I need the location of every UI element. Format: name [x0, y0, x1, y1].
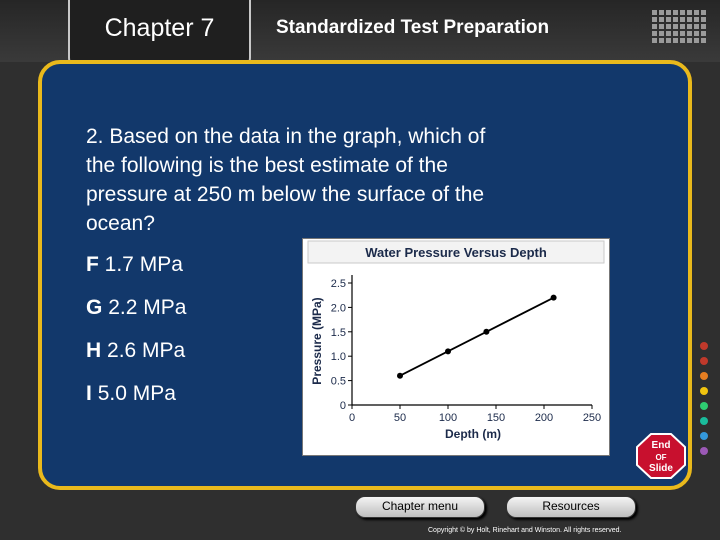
x-tick-label: 200	[534, 412, 554, 424]
x-tick-label: 100	[438, 412, 458, 424]
chapter-label: Chapter 7	[104, 14, 215, 42]
answer-text: 1.7 MPa	[104, 253, 183, 276]
decorative-dot	[701, 10, 706, 15]
y-tick-label: 1.0	[330, 351, 346, 364]
x-tick-label: 250	[582, 412, 602, 424]
decorative-dot	[652, 10, 657, 15]
decorative-dot	[659, 10, 664, 15]
decorative-dot	[680, 10, 685, 15]
answer-letter: I	[86, 382, 92, 405]
y-tick-label: 1.5	[330, 326, 346, 339]
data-point	[397, 373, 403, 379]
decorative-dot	[652, 38, 657, 43]
answer-option	[86, 382, 186, 425]
end-of-slide-icon	[636, 433, 686, 479]
decorative-dot	[701, 24, 706, 29]
decorative-dot	[673, 24, 678, 29]
nav-dot[interactable]	[700, 342, 708, 350]
answer-letter: G	[86, 296, 103, 319]
answer-text: 5.0 MPa	[97, 382, 176, 405]
answer-option	[86, 339, 186, 382]
question-body: Based on the data in the graph, which of the following is the best estimate of the pressure at 250 m below the surface of the ocean?	[86, 125, 486, 235]
nav-dot[interactable]	[700, 402, 708, 410]
y-tick-label: 0.5	[330, 375, 346, 388]
question-text	[86, 122, 506, 238]
decorative-dot	[680, 17, 685, 22]
y-tick-label: 0	[339, 400, 346, 412]
answer-text: 2.6 MPa	[107, 339, 186, 362]
data-point	[445, 348, 451, 354]
question-number: 2.	[86, 125, 104, 148]
x-tick-label: 150	[486, 412, 506, 424]
chart-svg	[303, 239, 609, 455]
decorative-dot	[652, 24, 657, 29]
answer-list	[86, 253, 186, 425]
x-tick-label: 0	[348, 412, 356, 424]
pressure-graph	[302, 238, 610, 456]
svg-text:OF: OF	[655, 453, 667, 462]
svg-text:Slide: Slide	[649, 463, 673, 474]
svg-text:End: End	[651, 440, 671, 451]
nav-dot[interactable]	[700, 387, 708, 395]
x-tick-label: 50	[393, 412, 407, 424]
decorative-dot	[680, 24, 685, 29]
answer-text: 2.2 MPa	[108, 296, 187, 319]
copyright-notice: Copyright © by Holt, Rinehart and Winston. All rights reserved.	[428, 527, 622, 534]
decorative-dot	[666, 31, 671, 36]
chapter-menu-button[interactable]: Chapter menu	[355, 496, 485, 518]
decorative-dots	[624, 10, 710, 50]
answer-option	[86, 296, 186, 339]
nav-dot[interactable]	[700, 372, 708, 380]
end-of-slide-button[interactable]	[636, 433, 686, 479]
decorative-dot	[673, 10, 678, 15]
decorative-dot	[687, 10, 692, 15]
nav-dot[interactable]	[700, 357, 708, 365]
decorative-dot	[659, 17, 664, 22]
decorative-dot	[652, 31, 657, 36]
decorative-dot	[694, 24, 699, 29]
data-point	[551, 295, 557, 301]
decorative-dot	[687, 31, 692, 36]
y-axis-label: Pressure (MPa)	[310, 297, 324, 385]
decorative-dot	[687, 17, 692, 22]
decorative-dot	[673, 17, 678, 22]
y-tick-label: 2.5	[330, 278, 346, 290]
nav-dots	[700, 342, 712, 462]
decorative-dot	[652, 17, 657, 22]
decorative-dot	[680, 38, 685, 43]
decorative-dot	[666, 10, 671, 15]
decorative-dot	[687, 24, 692, 29]
decorative-dot	[659, 38, 664, 43]
decorative-dot	[666, 17, 671, 22]
answer-letter: F	[86, 253, 99, 276]
decorative-dot	[694, 17, 699, 22]
decorative-dot	[701, 31, 706, 36]
y-tick-label: 2.0	[330, 302, 346, 315]
nav-dot[interactable]	[700, 432, 708, 440]
chart-title: Water Pressure Versus Depth	[365, 245, 547, 260]
decorative-dot	[694, 38, 699, 43]
decorative-dot	[694, 31, 699, 36]
decorative-dot	[673, 38, 678, 43]
data-series-line	[400, 298, 554, 376]
answer-option	[86, 253, 186, 296]
answer-letter: H	[86, 339, 102, 362]
decorative-dot	[666, 24, 671, 29]
decorative-dot	[659, 31, 664, 36]
data-point	[483, 329, 489, 335]
nav-dot[interactable]	[700, 417, 708, 425]
decorative-dot	[659, 24, 664, 29]
decorative-dot	[701, 38, 706, 43]
x-axis-label: Depth (m)	[445, 427, 501, 441]
decorative-dot	[673, 31, 678, 36]
decorative-dot	[701, 17, 706, 22]
decorative-dot	[680, 31, 685, 36]
nav-dot[interactable]	[700, 447, 708, 455]
resources-button[interactable]: Resources	[506, 496, 636, 518]
decorative-dot	[694, 10, 699, 15]
decorative-dot	[687, 38, 692, 43]
section-title: Standardized Test Preparation	[276, 17, 550, 38]
decorative-dot	[666, 38, 671, 43]
